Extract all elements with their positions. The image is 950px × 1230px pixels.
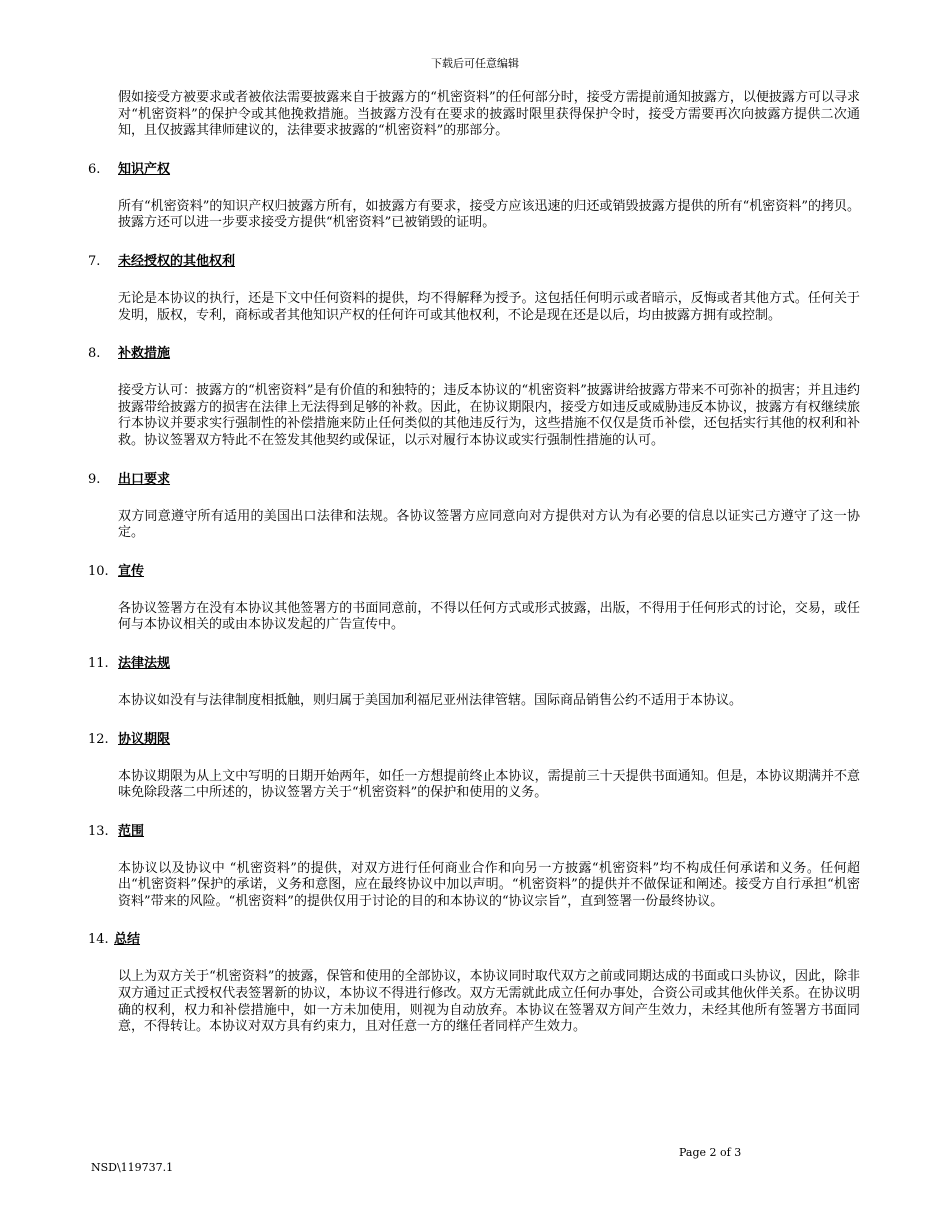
section-10 bbox=[88, 563, 860, 634]
intro-paragraph: 假如接受方被要求或者被依法需要披露来自于披露方的“机密资料”的任何部分时，接受方需提前通知披露方，以便披露方可以寻求对“机密资料”的保护令或其他挽救措施。当披露方没有在要求的披露时限里获得保护令时，接受方需要再次向披露方提供二次通知，且仅披露其律师建议的，法律要求披露的“机密资料”的那部分。 bbox=[118, 90, 860, 139]
page-number: Page 2 of 3 bbox=[679, 1146, 742, 1159]
document-id: NSD\119737.1 bbox=[91, 1161, 174, 1174]
section-8 bbox=[88, 345, 860, 449]
section-title: 范围 bbox=[118, 823, 145, 839]
section-body: 无论是本协议的执行，还是下文中任何资料的提供，均不得解释为授予。这包括任何明示或者暗示，反悔或者其他方式。任何关于发明，版权，专利，商标或者其他知识产权的任何许可或其他权利，不论是现在还是以后，均由披露方拥有或控制。 bbox=[118, 290, 860, 323]
section-heading bbox=[88, 345, 860, 362]
section-9 bbox=[88, 471, 860, 542]
section-title: 未经授权的其他权利 bbox=[118, 253, 236, 269]
section-number: 8. bbox=[88, 346, 101, 362]
section-7 bbox=[88, 253, 860, 324]
section-title: 总结 bbox=[114, 932, 141, 948]
section-body: 以上为双方关于“机密资料”的披露，保管和使用的全部协议，本协议同时取代双方之前或同期达成的书面或口头协议，因此，除非双方通过正式授权代表签署新的协议，本协议不得进行修改。双方无需就此成立任何办事处，合资公司或其他伙伴关系。在协议明确的权利，权力和补偿措施中，如一方未加使用，则视为自动放弃。本协议在签署双方间产生效力，未经其他所有签署方书面同意，不得转让。本协议对双方具有约束力，且对任意一方的继任者同样产生效力。 bbox=[118, 969, 860, 1035]
section-title: 补救措施 bbox=[118, 346, 171, 362]
section-title: 宣传 bbox=[118, 563, 145, 579]
section-body: 接受方认可：披露方的“机密资料”是有价值的和独特的；违反本协议的“机密资料”披露讲给披露方带来不可弥补的损害；并且违约披露带给披露方的损害在法律上无法得到足够的补救。因此，在协议期限内，接受方如违反或威胁违反本协议，披露方有权继续旅行本协议并要求实行强制性的补偿措施来防止任何类似的其他违反行为，这些措施不仅仅是货币补偿，还包括实行其他的权利和补救。协议签署双方特此不在签发其他契约或保证，以示对履行本协议或实行强制性措施的认可。 bbox=[118, 383, 860, 448]
section-body: 所有“机密资料”的知识产权归披露方所有，如披露方有要求，接受方应该迅速的归还或销毁披露方提供的所有“机密资料”的拷贝。披露方还可以进一步要求接受方提供“机密资料”已被销毁的证明。 bbox=[118, 198, 860, 231]
section-title: 出口要求 bbox=[118, 471, 171, 487]
section-14 bbox=[88, 931, 860, 1035]
section-number: 14. bbox=[88, 932, 109, 948]
section-number: 13. bbox=[88, 823, 109, 839]
section-heading bbox=[88, 931, 860, 948]
section-heading bbox=[88, 731, 860, 748]
section-title: 协议期限 bbox=[118, 731, 171, 747]
section-6 bbox=[88, 161, 860, 232]
section-heading bbox=[88, 161, 860, 178]
section-body: 本协议如没有与法律制度相抵触，则归属于美国加利福尼亚州法律管辖。国际商品销售公约不适用于本协议。 bbox=[118, 692, 743, 708]
section-number: 10. bbox=[88, 563, 109, 579]
section-number: 9. bbox=[88, 471, 101, 487]
section-12 bbox=[88, 731, 860, 802]
section-number: 6. bbox=[88, 161, 101, 177]
section-number: 7. bbox=[88, 253, 101, 269]
section-body: 双方同意遵守所有适用的美国出口法律和法规。各协议签署方应同意向对方提供对方认为有必要的信息以证实己方遵守了这一协定。 bbox=[118, 508, 860, 541]
section-11 bbox=[88, 655, 860, 710]
section-number: 11. bbox=[88, 655, 109, 671]
section-title: 知识产权 bbox=[118, 161, 171, 177]
section-body: 本协议期限为从上文中写明的日期开始两年，如任一方想提前终止本协议，需提前三十天提供书面通知。但是，本协议期满并不意味免除段落二中所述的，协议签署方关于“机密资料”的保护和使用的义务。 bbox=[118, 768, 860, 801]
section-heading bbox=[88, 563, 860, 580]
section-title: 法律法规 bbox=[118, 655, 171, 671]
section-13 bbox=[88, 823, 860, 911]
page-header: 下载后可任意编辑 bbox=[431, 57, 519, 70]
section-heading bbox=[88, 253, 860, 270]
document-body bbox=[88, 90, 860, 1036]
section-number: 12. bbox=[88, 731, 109, 747]
section-heading bbox=[88, 471, 860, 488]
section-heading bbox=[88, 655, 860, 672]
section-body: 本协议以及协议中 “机密资料”的提供，对双方进行任何商业合作和向另一方披露“机密资料”均不构成任何承诺和义务。任何超出“机密资料”保护的承诺，义务和意图，应在最终协议中加以声明。“机密资料”的提供并不做保证和阐述。接受方自行承担“机密资料”带来的风险。“机密资料”的提供仅用于讨论的目的和本协议的“协议宗旨”，直到签署一份最终协议。 bbox=[118, 860, 860, 909]
section-body: 各协议签署方在没有本协议其他签署方的书面同意前，不得以任何方式或形式披露，出版，不得用于任何形式的讨论，交易，或任何与本协议相关的或由本协议发起的广告宣传中。 bbox=[118, 600, 860, 633]
section-heading bbox=[88, 823, 860, 840]
